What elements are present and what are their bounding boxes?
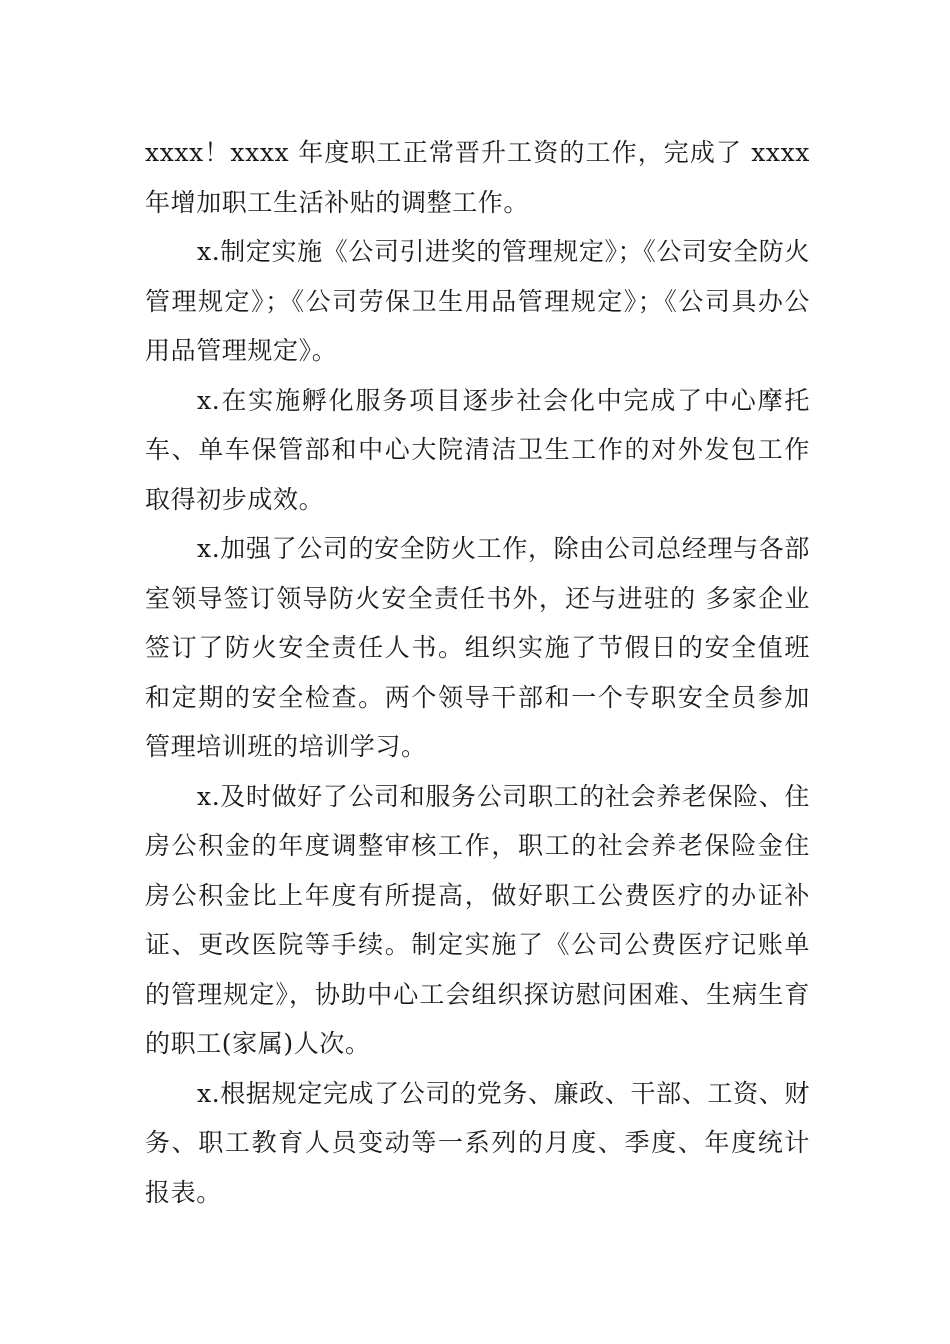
paragraph-4: x.加强了公司的安全防火工作，除由公司总经理与各部室领导签订领导防火安全责任书外，还与进驻的 多家企业签订了防火安全责任人书。组织实施了节假日的安全值班和定期的安全检查。两个领导干部和一个专职安全员参加管理培训班的培训学习。	[145, 534, 810, 761]
paragraph-3: x.在实施孵化服务项目逐步社会化中完成了中心摩托车、单车保管部和中心大院清洁卫生工作的对外发包工作取得初步成效。	[145, 385, 810, 514]
paragraph-6: x.根据规定完成了公司的党务、廉政、干部、工资、财务、职工教育人员变动等一系列的月度、季度、年度统计报表。	[145, 1078, 810, 1207]
document-body	[145, 128, 810, 1217]
paragraph-2: x.制定实施《公司引进奖的管理规定》；《公司安全防火管理规定》；《公司劳保卫生用品管理规定》；《公司具办公用品管理规定》。	[145, 237, 810, 365]
paragraph-5: x.及时做好了公司和服务公司职工的社会养老保险、住房公积金的年度调整审核工作，职工的社会养老保险金住房公积金比上年度有所提高，做好职工公费医疗的办证补证、更改医院等手续。制定实施了《公司公费医疗记账单的管理规定》，协助中心工会组织探访慰问困难、生病生育的职工(家属)人次。	[145, 781, 810, 1058]
paragraph-1: xxxx！xxxx 年度职工正常晋升工资的工作，完成了 xxxx 年增加职工生活补贴的调整工作。	[145, 138, 810, 217]
